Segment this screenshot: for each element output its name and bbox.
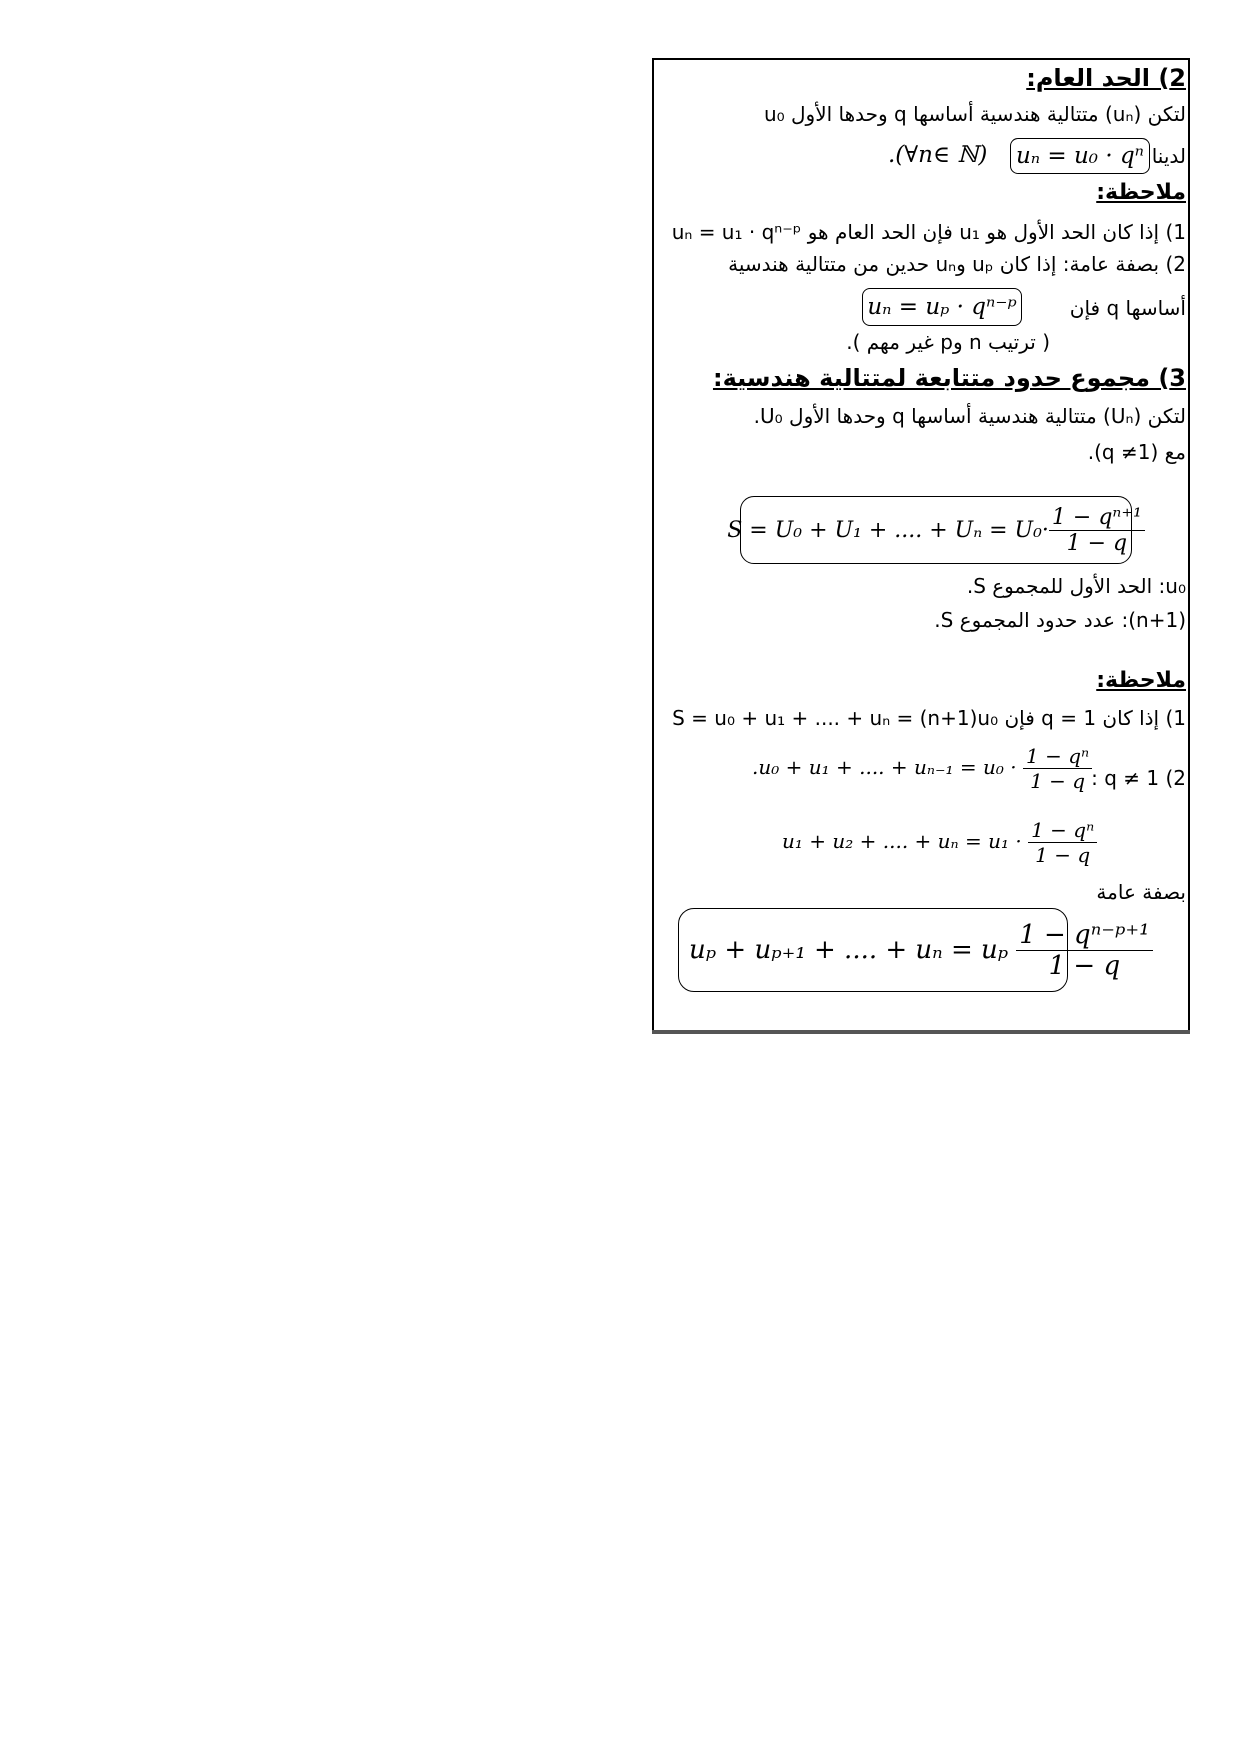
note2-formula3-lhs: u₁ + u₂ + .... + uₙ = u₁ · [782, 829, 1022, 853]
heading-sum: 3) مجموع حدود متتابعة لمتتالية هندسية: [712, 364, 1186, 392]
general-term-formula: uₙ = u₀ · qⁿ [1015, 143, 1145, 169]
note2-item1: 1) إذا كان q = 1 فإن S = u₀ + u₁ + .... + uₙ = (n+1)u₀ [672, 706, 1186, 730]
text-in-general: بصفة عامة [1096, 880, 1186, 904]
note1-item1: 1) إذا كان الحد الأول هو u₁ فإن الحد العام هو uₙ = u₁ · qⁿ⁻ᵖ [671, 220, 1186, 244]
heading-general-term: 2) الحد العام: [1026, 64, 1186, 92]
final-formula-box [678, 908, 1150, 992]
note2-formula3-numerator: 1 − qⁿ [1028, 818, 1097, 843]
text-term-count: (n+1): عدد حدود المجموع S. [934, 608, 1186, 632]
sum-formula-numerator: 1 − qⁿ⁺¹ [1049, 505, 1145, 531]
sum-formula-box [727, 496, 1142, 564]
general-term-formula-box [1010, 138, 1150, 174]
sum-formula-fraction [1049, 505, 1145, 556]
text-let-U: لتكن (Uₙ) متتالية هندسية أساسها q وحدها الأول U₀. [753, 404, 1186, 428]
final-formula-numerator: 1 − qⁿ⁻ᵖ⁺¹ [1016, 920, 1152, 951]
note2-formula3-fraction [1028, 818, 1097, 867]
final-formula-lhs: uₚ + uₚ₊₁ + .... + uₙ = uₚ [689, 935, 1009, 965]
final-formula-fraction [1016, 920, 1152, 981]
formula-up: uₙ = uₚ · qⁿ⁻ᵖ [867, 294, 1017, 320]
text-first-term: u₀: الحد الأول للمجموع S. [966, 574, 1186, 598]
note2-formula2-fraction [1023, 744, 1092, 793]
text-with-condition: مع (q ≠1). [1087, 440, 1186, 464]
note2-formula3-denominator: 1 − q [1035, 843, 1091, 867]
text-we-have: لدينا [1151, 144, 1186, 168]
note2-item2-label: 2) q ≠ 1 : [1091, 766, 1186, 790]
forall-condition: .(∀n∈ ℕ) [888, 142, 988, 168]
note1-base: أساسها q فإن [1069, 296, 1186, 320]
sum-formula-lhs: S = U₀ + U₁ + .... + Uₙ = U₀· [727, 517, 1049, 543]
formula-up-box [862, 288, 1022, 326]
section-divider [652, 1030, 1190, 1034]
sum-formula-denominator: 1 − q [1066, 530, 1128, 556]
note1-item2: 2) بصفة عامة: إذا كان uₚ وuₙ حدين من متتالية هندسية [728, 252, 1186, 276]
note2-formula2-numerator: 1 − qⁿ [1023, 744, 1092, 769]
note2-formula2-lhs: .u₀ + u₁ + .... + uₙ₋₁ = u₀ · [752, 755, 1017, 779]
note-title-1: ملاحظة: [1096, 180, 1186, 205]
note2-formula3 [782, 818, 1097, 867]
note2-formula2 [752, 744, 1092, 793]
note2-formula2-denominator: 1 − q [1030, 769, 1086, 793]
text-let-sequence: لتكن (uₙ) متتالية هندسية أساسها q وحدها الأول u₀ [763, 102, 1186, 126]
final-formula-denominator: 1 − q [1048, 950, 1121, 981]
note1-order: ( ترتيب n وp غير مهم ). [846, 330, 1050, 354]
note-title-2: ملاحظة: [1096, 668, 1186, 693]
